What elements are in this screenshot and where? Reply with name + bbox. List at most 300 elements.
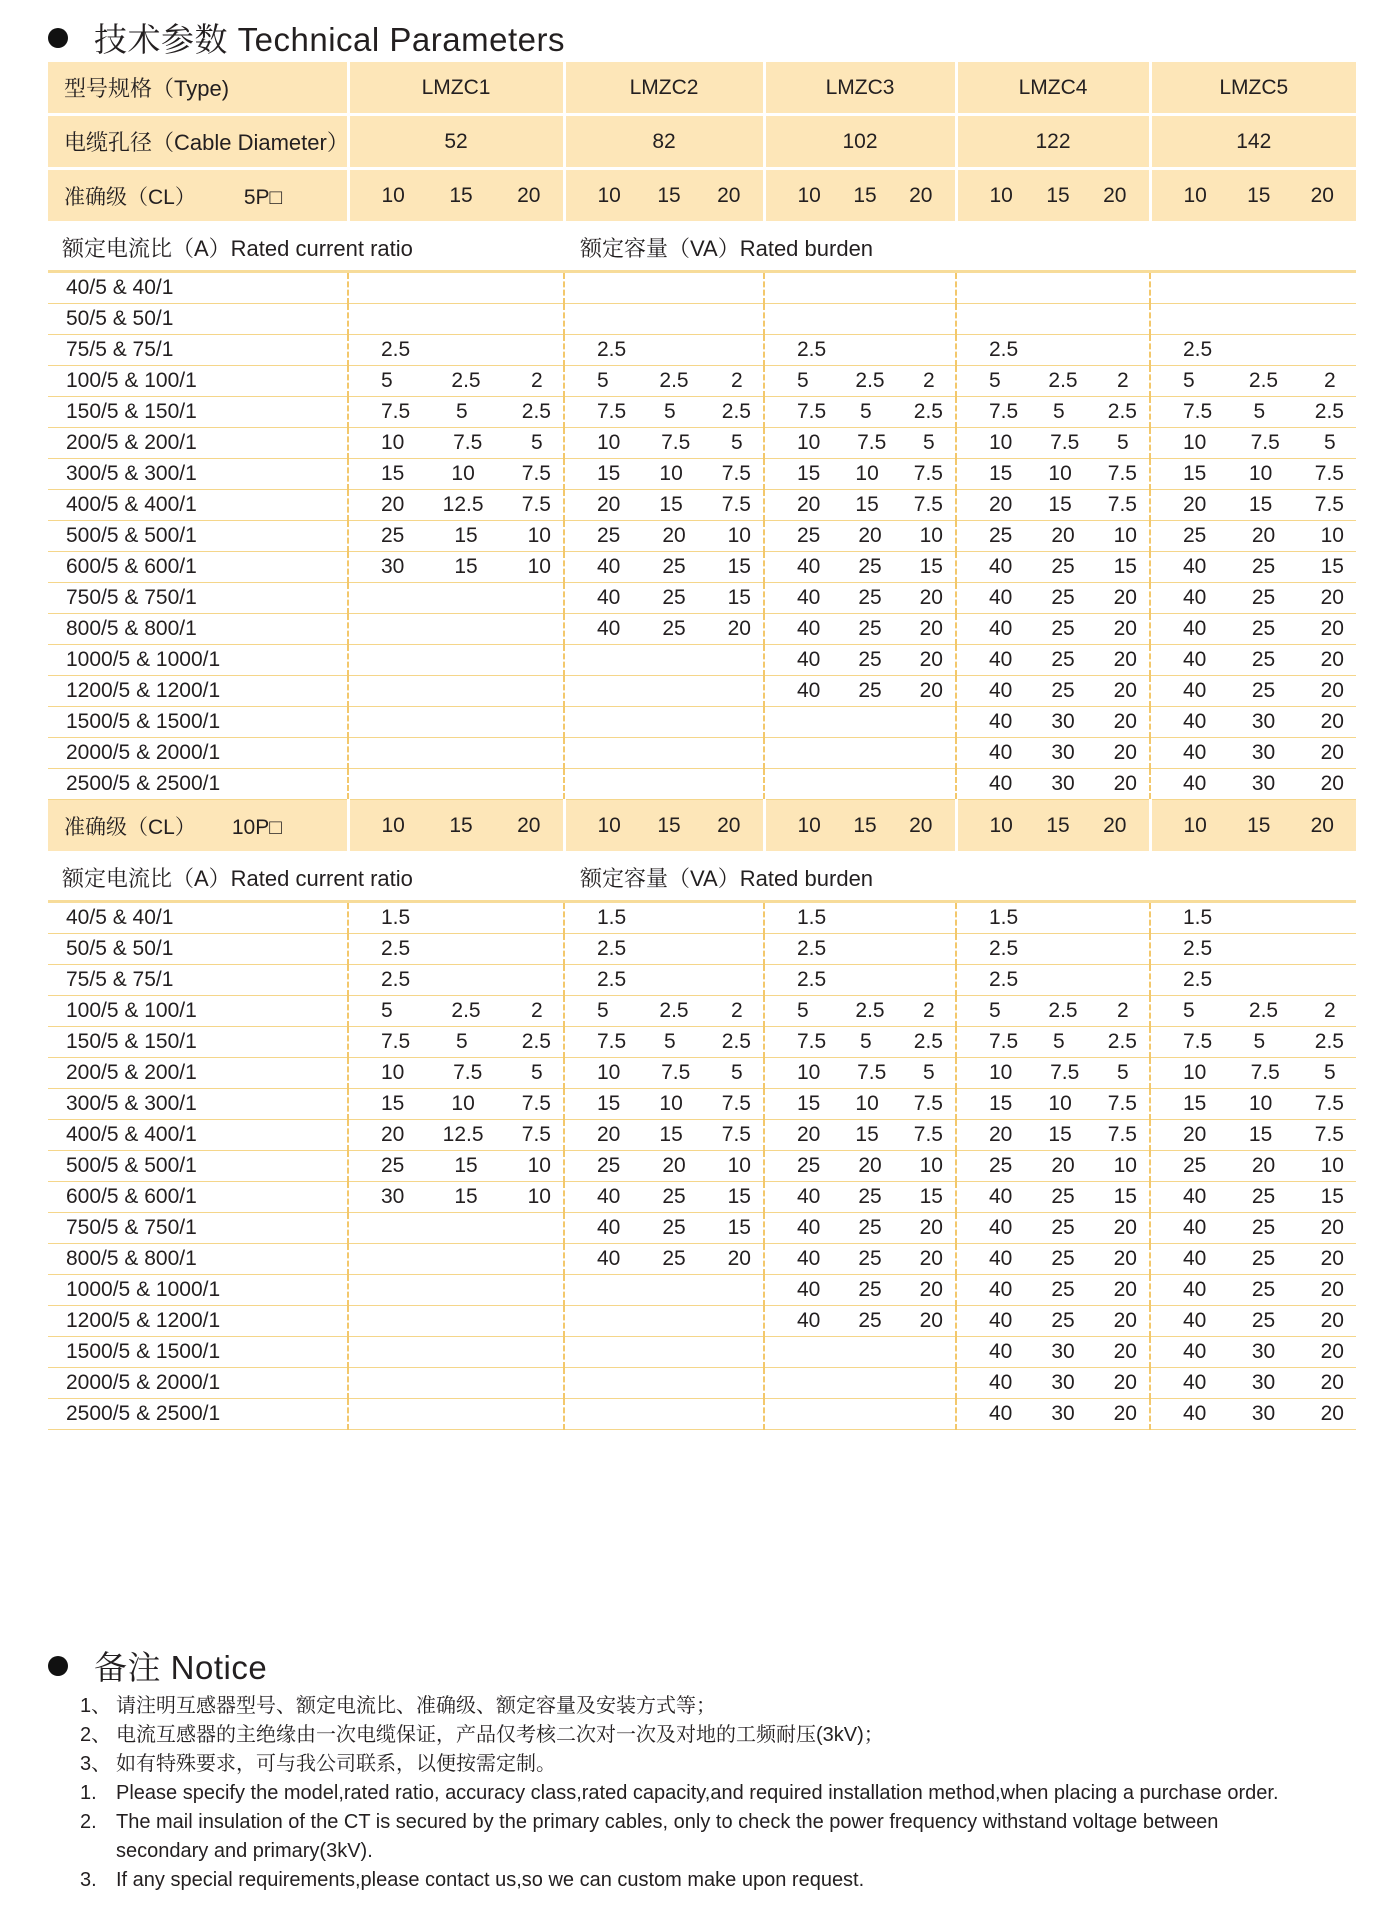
burden-value: 20 <box>1320 679 1344 702</box>
burden-value: 2.5 <box>1183 937 1213 960</box>
burden-value: 20 <box>989 1123 1013 1146</box>
value-group <box>349 338 563 362</box>
current-ratio-cell: 2500/5 & 2500/1 <box>48 1399 348 1430</box>
burden-value: 2.5 <box>797 338 827 361</box>
notice-number: 2. <box>80 1811 97 1833</box>
value-group <box>349 937 563 961</box>
burden-value: 10 <box>989 431 1013 454</box>
burden-value: 40 <box>989 679 1013 702</box>
current-ratio-cell: 1500/5 & 1500/1 <box>48 707 348 738</box>
burden-steps-cell <box>1150 169 1356 223</box>
burden-cell <box>764 676 956 707</box>
burden-cell <box>564 996 764 1027</box>
burden-value: 40 <box>1183 1185 1207 1208</box>
burden-value: 40 <box>1183 586 1207 609</box>
burden-value: 2 <box>1323 369 1336 392</box>
burden-step: 20 <box>909 183 933 207</box>
burden-value: 10 <box>1183 1061 1207 1084</box>
value-group <box>765 1278 955 1302</box>
burden-cell <box>956 397 1150 428</box>
burden-value: 40 <box>1183 1402 1207 1425</box>
value-group <box>765 369 955 393</box>
burden-value: 40 <box>1183 710 1207 733</box>
burden-cell <box>764 738 956 769</box>
value-group <box>765 906 955 930</box>
burden-value: 40 <box>989 1216 1013 1239</box>
burden-cell <box>348 304 564 335</box>
burden-value: 40 <box>989 1278 1013 1301</box>
current-ratio-cell: 300/5 & 300/1 <box>48 459 348 490</box>
burden-value: 2.5 <box>1183 968 1213 991</box>
burden-step: 10 <box>989 183 1013 207</box>
burden-cell <box>348 366 564 397</box>
burden-cell <box>764 552 956 583</box>
value-group <box>565 617 763 641</box>
burden-value: 5 <box>860 1030 872 1053</box>
current-ratio-cell: 600/5 & 600/1 <box>48 552 348 583</box>
burden-value: 20 <box>1113 586 1137 609</box>
burden-cell <box>1150 366 1356 397</box>
burden-value: 25 <box>1051 1278 1075 1301</box>
burden-cell <box>564 1151 764 1182</box>
burden-value: 7.5 <box>1107 1092 1137 1115</box>
burden-value: 10 <box>1113 1154 1137 1177</box>
burden-value: 5 <box>597 369 609 392</box>
burden-value: 30 <box>1051 772 1075 795</box>
burden-cell <box>564 304 764 335</box>
burden-cell <box>764 490 956 521</box>
value-group <box>1151 1092 1356 1116</box>
burden-cell <box>1150 1368 1356 1399</box>
burden-value: 25 <box>1183 524 1207 547</box>
burden-cell <box>1150 583 1356 614</box>
burden-cell <box>348 1120 564 1151</box>
burden-cell <box>564 1182 764 1213</box>
burden-cell <box>764 521 956 552</box>
burden-value: 7.5 <box>597 400 627 423</box>
burden-cell <box>956 304 1150 335</box>
burden-value: 20 <box>1251 1154 1276 1177</box>
value-group <box>1151 555 1356 579</box>
value-group <box>349 1061 563 1085</box>
section-titles-row <box>48 223 1356 272</box>
value-group <box>349 999 563 1023</box>
burden-value: 20 <box>919 1216 943 1239</box>
burden-value: 5 <box>923 1061 935 1084</box>
burden-value: 5 <box>1117 431 1129 454</box>
burden-cell <box>1150 1027 1356 1058</box>
table-row <box>48 1337 1356 1368</box>
burden-value: 2.5 <box>721 1030 751 1053</box>
value-group <box>1151 493 1356 517</box>
burden-value: 25 <box>1251 555 1276 578</box>
burden-cell <box>1150 965 1356 996</box>
burden-cell <box>564 459 764 490</box>
burden-value: 2 <box>530 999 543 1022</box>
cable-diameter-value: 52 <box>348 115 564 169</box>
table-row <box>48 934 1356 965</box>
burden-value: 5 <box>797 999 809 1022</box>
burden-value: 5 <box>1253 400 1266 423</box>
burden-value: 40 <box>797 586 821 609</box>
burden-steps-cell <box>956 800 1150 853</box>
burden-value: 40 <box>797 555 821 578</box>
burden-steps-cell <box>956 169 1150 223</box>
burden-value: 5 <box>1117 1061 1129 1084</box>
value-group <box>765 1154 955 1178</box>
value-group <box>1151 968 1356 992</box>
burden-value: 15 <box>1248 493 1273 516</box>
burden-value: 20 <box>1113 710 1137 733</box>
value-group <box>765 999 955 1023</box>
burden-step: 15 <box>1247 183 1271 207</box>
value-group <box>350 814 563 838</box>
burden-step: 10 <box>381 813 405 837</box>
value-group <box>350 184 563 208</box>
value-group <box>349 1092 563 1116</box>
burden-value: 40 <box>797 1185 821 1208</box>
burden-value: 25 <box>858 648 882 671</box>
cable-diameter-value: 122 <box>956 115 1150 169</box>
value-group <box>349 493 563 517</box>
burden-cell <box>1150 645 1356 676</box>
burden-value: 30 <box>1051 1371 1075 1394</box>
burden-cell <box>764 335 956 366</box>
burden-value: 20 <box>1320 586 1344 609</box>
table-row <box>48 1027 1356 1058</box>
burden-cell <box>348 738 564 769</box>
burden-value: 20 <box>1113 617 1137 640</box>
burden-value: 25 <box>1251 648 1276 671</box>
burden-value: 40 <box>1183 555 1207 578</box>
burden-value: 25 <box>1051 1216 1075 1239</box>
burden-value: 7.5 <box>797 400 827 423</box>
value-group <box>1151 710 1356 734</box>
burden-value: 20 <box>727 617 751 640</box>
burden-value: 20 <box>989 493 1013 516</box>
burden-cell <box>564 1027 764 1058</box>
burden-cell <box>956 1058 1150 1089</box>
burden-value: 2.5 <box>659 369 689 392</box>
burden-cell <box>348 397 564 428</box>
burden-value: 5 <box>1253 1030 1266 1053</box>
burden-cell <box>956 738 1150 769</box>
burden-cell <box>1150 1213 1356 1244</box>
current-ratio-cell: 150/5 & 150/1 <box>48 1027 348 1058</box>
burden-value: 25 <box>858 555 882 578</box>
burden-value: 40 <box>989 710 1013 733</box>
value-group <box>957 906 1149 930</box>
burden-value: 7.5 <box>381 400 411 423</box>
burden-cell <box>764 428 956 459</box>
burden-cell <box>956 1213 1150 1244</box>
burden-cell <box>348 1275 564 1306</box>
burden-value: 25 <box>1183 1154 1207 1177</box>
section-titles-row <box>48 853 1356 902</box>
page-title: 技术参数 Technical Parameters <box>94 21 565 58</box>
burden-value: 7.5 <box>1107 1123 1137 1146</box>
burden-value: 20 <box>1051 524 1075 547</box>
model-name: LMZC3 <box>764 62 956 115</box>
burden-cell <box>348 934 564 965</box>
burden-value: 7.5 <box>521 493 551 516</box>
value-group <box>565 968 763 992</box>
value-group <box>1151 369 1356 393</box>
burden-value: 2.5 <box>913 1030 943 1053</box>
burden-value: 40 <box>989 1340 1013 1363</box>
burden-value: 20 <box>1113 1309 1137 1332</box>
burden-value: 7.5 <box>521 1123 551 1146</box>
burden-value: 20 <box>1113 1278 1137 1301</box>
value-group <box>565 586 763 610</box>
burden-cell <box>564 1399 764 1430</box>
cable-diameter-value: 82 <box>564 115 764 169</box>
burden-value: 2.5 <box>1314 1030 1344 1053</box>
burden-cell <box>564 965 764 996</box>
accuracy-class-label <box>48 800 348 853</box>
value-group <box>765 1309 955 1333</box>
notice-text: 如有特殊要求，可与我公司联系，以便按需定制。 <box>116 1753 556 1775</box>
burden-cell <box>564 902 764 934</box>
current-ratio-cell: 750/5 & 750/1 <box>48 1213 348 1244</box>
burden-value: 2 <box>530 369 543 392</box>
value-group <box>1151 1216 1356 1240</box>
burden-step: 10 <box>797 183 821 207</box>
burden-value: 7.5 <box>913 1092 943 1115</box>
value-group <box>765 400 955 424</box>
current-ratio-cell: 2000/5 & 2000/1 <box>48 738 348 769</box>
burden-value: 15 <box>597 1092 621 1115</box>
burden-cell <box>956 1275 1150 1306</box>
value-group <box>565 555 763 579</box>
burden-value: 25 <box>858 679 882 702</box>
burden-value: 10 <box>855 1092 879 1115</box>
burden-cell <box>764 965 956 996</box>
burden-step: 20 <box>517 813 541 837</box>
value-group <box>957 741 1149 765</box>
burden-value: 20 <box>1113 1340 1137 1363</box>
burden-step: 15 <box>1046 183 1070 207</box>
table-row <box>48 552 1356 583</box>
burden-value: 2.5 <box>1183 338 1213 361</box>
current-ratio-cell: 200/5 & 200/1 <box>48 1058 348 1089</box>
table-row <box>48 614 1356 645</box>
burden-value: 2.5 <box>381 937 411 960</box>
burden-value: 2.5 <box>1248 369 1279 392</box>
table-row <box>48 1306 1356 1337</box>
burden-step: 10 <box>597 813 621 837</box>
burden-value: 25 <box>858 617 882 640</box>
burden-cell <box>764 902 956 934</box>
burden-value: 20 <box>1320 1340 1344 1363</box>
burden-cell <box>564 1337 764 1368</box>
burden-value: 40 <box>797 1309 821 1332</box>
value-group <box>957 338 1149 362</box>
value-group <box>765 431 955 455</box>
table-row <box>48 676 1356 707</box>
burden-value: 2.5 <box>1048 999 1078 1022</box>
burden-value: 15 <box>727 1216 751 1239</box>
burden-cell <box>348 1399 564 1430</box>
value-group <box>957 462 1149 486</box>
burden-cell <box>1150 1120 1356 1151</box>
value-group <box>765 1061 955 1085</box>
burden-cell <box>1150 934 1356 965</box>
burden-value: 40 <box>797 1216 821 1239</box>
burden-value: 40 <box>1183 741 1207 764</box>
current-ratio-cell: 75/5 & 75/1 <box>48 335 348 366</box>
burden-value: 15 <box>597 462 621 485</box>
burden-cell <box>564 583 764 614</box>
value-group <box>765 1123 955 1147</box>
burden-value: 7.5 <box>1314 493 1344 516</box>
burden-value: 15 <box>454 524 478 547</box>
value-group <box>1151 1247 1356 1271</box>
value-group <box>349 1154 563 1178</box>
current-ratio-cell: 200/5 & 200/1 <box>48 428 348 459</box>
burden-value: 7.5 <box>661 1061 691 1084</box>
current-ratio-cell: 40/5 & 40/1 <box>48 902 348 934</box>
burden-value: 25 <box>1251 679 1276 702</box>
burden-cell <box>956 1182 1150 1213</box>
burden-cell <box>956 583 1150 614</box>
burden-value: 25 <box>1051 648 1075 671</box>
burden-cell <box>348 645 564 676</box>
burden-cell <box>564 707 764 738</box>
burden-value: 10 <box>1248 462 1273 485</box>
burden-value: 20 <box>797 493 821 516</box>
value-group <box>765 1185 955 1209</box>
burden-value: 7.5 <box>521 1092 551 1115</box>
burden-cell <box>956 521 1150 552</box>
burden-cell <box>956 934 1150 965</box>
burden-value: 20 <box>1320 710 1344 733</box>
burden-value: 15 <box>855 1123 879 1146</box>
burden-cell <box>348 428 564 459</box>
current-ratio-cell: 50/5 & 50/1 <box>48 304 348 335</box>
burden-cell <box>348 965 564 996</box>
burden-cell <box>348 552 564 583</box>
burden-cell <box>956 676 1150 707</box>
burden-value: 20 <box>858 1154 882 1177</box>
value-group <box>765 586 955 610</box>
burden-value: 25 <box>1051 586 1075 609</box>
value-group <box>957 679 1149 703</box>
current-ratio-cell: 300/5 & 300/1 <box>48 1089 348 1120</box>
burden-value: 25 <box>381 1154 405 1177</box>
value-group <box>566 184 763 208</box>
value-group <box>957 1154 1149 1178</box>
burden-value: 20 <box>919 648 943 671</box>
notice-text-continued: secondary and primary(3kV). <box>116 1840 373 1862</box>
table-row <box>48 1368 1356 1399</box>
current-ratio-cell: 500/5 & 500/1 <box>48 1151 348 1182</box>
burden-value: 5 <box>731 1061 743 1084</box>
value-group <box>957 1371 1149 1395</box>
burden-cell <box>956 645 1150 676</box>
burden-value: 20 <box>1113 648 1137 671</box>
burden-value: 5 <box>989 999 1001 1022</box>
burden-value: 20 <box>919 1247 943 1270</box>
burden-cell <box>348 676 564 707</box>
burden-value: 40 <box>597 586 621 609</box>
burden-value: 5 <box>1183 369 1195 392</box>
burden-value: 10 <box>527 555 551 578</box>
bullet-dot-icon <box>48 28 68 48</box>
burden-cell <box>956 1337 1150 1368</box>
burden-value: 25 <box>1251 1278 1276 1301</box>
burden-cell <box>564 1306 764 1337</box>
burden-value: 5 <box>797 369 809 392</box>
value-group <box>565 1185 763 1209</box>
value-group <box>957 493 1149 517</box>
burden-cell <box>348 614 564 645</box>
burden-cell <box>564 1089 764 1120</box>
burden-cell <box>1150 738 1356 769</box>
burden-cell <box>1150 1399 1356 1430</box>
rated-burden-title: 额定容量（VA）Rated burden <box>580 235 874 261</box>
burden-cell <box>564 428 764 459</box>
burden-value: 7.5 <box>797 1030 827 1053</box>
burden-value: 20 <box>1113 741 1137 764</box>
burden-value: 20 <box>727 1247 751 1270</box>
burden-value: 30 <box>1251 710 1276 733</box>
notice-item-cn <box>80 1692 1350 1721</box>
value-group <box>958 814 1149 838</box>
burden-cell <box>764 1213 956 1244</box>
burden-value: 25 <box>858 586 882 609</box>
burden-value: 20 <box>1183 493 1207 516</box>
accuracy-class-label-text: 准确级（CL） <box>64 185 196 209</box>
current-ratio-cell: 800/5 & 800/1 <box>48 1244 348 1275</box>
burden-step: 20 <box>717 813 741 837</box>
burden-value: 20 <box>919 679 943 702</box>
notice-text: Please specify the model,rated ratio, accuracy class,rated capacity,and required installation method,when placing a purchase order. <box>116 1782 1279 1804</box>
burden-value: 2.5 <box>797 937 827 960</box>
burden-cell <box>564 614 764 645</box>
burden-value: 2.5 <box>855 369 885 392</box>
value-group <box>1151 400 1356 424</box>
burden-value: 2.5 <box>597 338 627 361</box>
burden-value: 20 <box>919 1278 943 1301</box>
burden-value: 10 <box>727 524 751 547</box>
burden-value: 7.5 <box>597 1030 627 1053</box>
burden-cell <box>348 459 564 490</box>
table-row <box>48 521 1356 552</box>
burden-value: 20 <box>858 524 882 547</box>
burden-value: 2.5 <box>521 400 551 423</box>
burden-value: 10 <box>919 1154 943 1177</box>
burden-value: 25 <box>858 1309 882 1332</box>
burden-value: 5 <box>664 400 676 423</box>
burden-value: 20 <box>1320 772 1344 795</box>
burden-value: 20 <box>1183 1123 1207 1146</box>
burden-value: 20 <box>597 493 621 516</box>
burden-value: 40 <box>989 1185 1013 1208</box>
value-group <box>957 1278 1149 1302</box>
value-group <box>957 648 1149 672</box>
burden-value: 2.5 <box>597 937 627 960</box>
burden-value: 7.5 <box>857 431 887 454</box>
notice-text-block <box>116 1779 1350 1808</box>
burden-value: 40 <box>1183 1247 1207 1270</box>
burden-value: 5 <box>1053 1030 1065 1053</box>
burden-value: 40 <box>989 772 1013 795</box>
burden-value: 20 <box>381 1123 405 1146</box>
value-group <box>565 1061 763 1085</box>
cable-diameter-label-text: 电缆孔径（Cable Diameter） <box>64 130 349 155</box>
table-row <box>48 965 1356 996</box>
